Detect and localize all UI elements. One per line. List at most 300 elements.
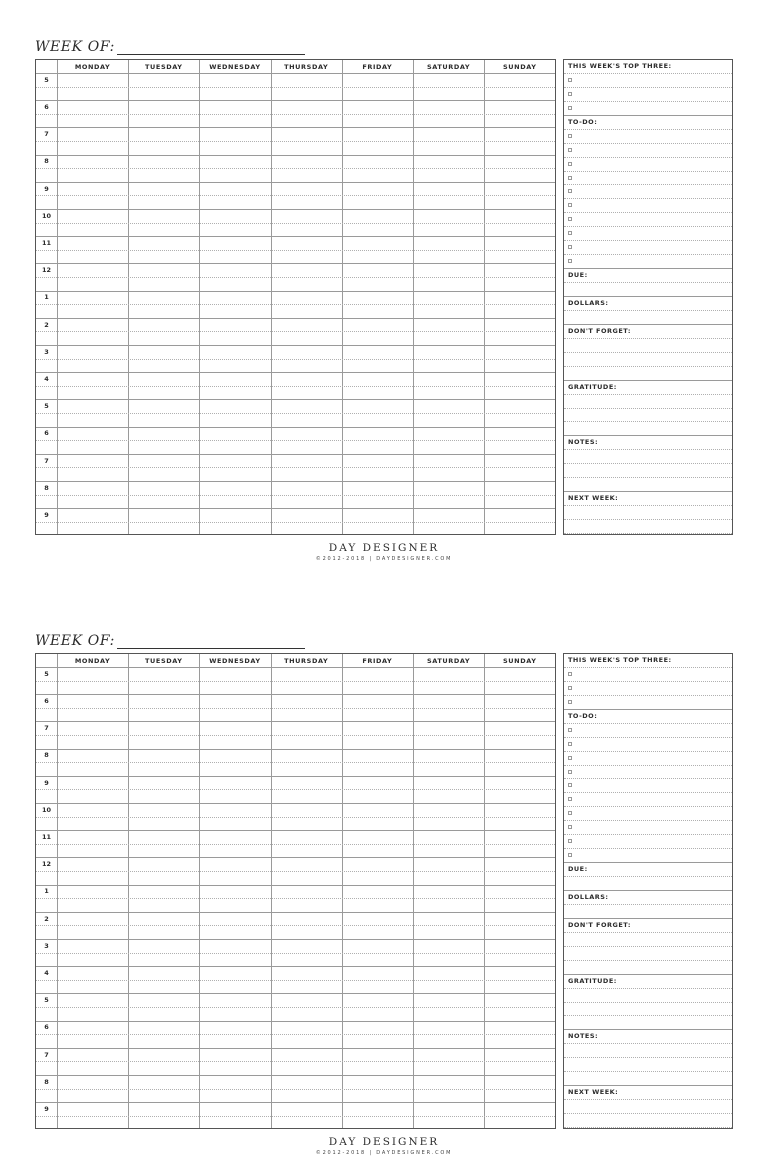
time-slot-sunday[interactable]	[484, 694, 555, 721]
time-slot-sunday[interactable]	[484, 73, 555, 100]
time-slot-sunday[interactable]	[484, 939, 555, 966]
time-slot-friday[interactable]	[342, 427, 413, 454]
sidebar-line[interactable]	[564, 213, 732, 227]
checkbox-icon[interactable]	[568, 797, 572, 801]
time-slot-friday[interactable]	[342, 182, 413, 209]
time-slot-saturday[interactable]	[413, 694, 484, 721]
time-slot-monday[interactable]	[57, 803, 128, 830]
sidebar-line[interactable]	[564, 199, 732, 213]
time-slot-friday[interactable]	[342, 776, 413, 803]
time-slot-friday[interactable]	[342, 966, 413, 993]
time-slot-tuesday[interactable]	[128, 182, 199, 209]
time-slot-friday[interactable]	[342, 803, 413, 830]
time-slot-sunday[interactable]	[484, 749, 555, 776]
time-slot-wednesday[interactable]	[199, 291, 270, 318]
time-slot-tuesday[interactable]	[128, 454, 199, 481]
time-slot-saturday[interactable]	[413, 427, 484, 454]
time-slot-monday[interactable]	[57, 830, 128, 857]
time-slot-thursday[interactable]	[271, 454, 342, 481]
sidebar-line[interactable]	[564, 478, 732, 492]
checkbox-icon[interactable]	[568, 217, 572, 221]
time-slot-thursday[interactable]	[271, 857, 342, 884]
time-slot-sunday[interactable]	[484, 830, 555, 857]
time-slot-tuesday[interactable]	[128, 1102, 199, 1129]
checkbox-icon[interactable]	[568, 92, 572, 96]
time-slot-monday[interactable]	[57, 372, 128, 399]
time-slot-friday[interactable]	[342, 1102, 413, 1129]
time-slot-friday[interactable]	[342, 1075, 413, 1102]
time-slot-thursday[interactable]	[271, 399, 342, 426]
time-slot-sunday[interactable]	[484, 721, 555, 748]
time-slot-saturday[interactable]	[413, 993, 484, 1020]
time-slot-saturday[interactable]	[413, 1048, 484, 1075]
time-slot-wednesday[interactable]	[199, 481, 270, 508]
time-slot-thursday[interactable]	[271, 1021, 342, 1048]
time-slot-wednesday[interactable]	[199, 803, 270, 830]
time-slot-wednesday[interactable]	[199, 857, 270, 884]
sidebar-line[interactable]	[564, 1114, 732, 1128]
time-slot-thursday[interactable]	[271, 127, 342, 154]
time-slot-sunday[interactable]	[484, 1021, 555, 1048]
time-slot-saturday[interactable]	[413, 345, 484, 372]
checkbox-icon[interactable]	[568, 756, 572, 760]
time-slot-wednesday[interactable]	[199, 694, 270, 721]
time-slot-tuesday[interactable]	[128, 993, 199, 1020]
time-slot-tuesday[interactable]	[128, 721, 199, 748]
time-slot-monday[interactable]	[57, 508, 128, 535]
time-slot-wednesday[interactable]	[199, 399, 270, 426]
time-slot-thursday[interactable]	[271, 345, 342, 372]
time-slot-wednesday[interactable]	[199, 1075, 270, 1102]
checkbox-icon[interactable]	[568, 78, 572, 82]
sidebar-line[interactable]	[564, 933, 732, 947]
time-slot-thursday[interactable]	[271, 667, 342, 694]
sidebar-line[interactable]	[564, 793, 732, 807]
sidebar-line[interactable]	[564, 241, 732, 255]
time-slot-friday[interactable]	[342, 939, 413, 966]
time-slot-tuesday[interactable]	[128, 776, 199, 803]
checkbox-icon[interactable]	[568, 106, 572, 110]
sidebar-line[interactable]	[564, 724, 732, 738]
time-slot-tuesday[interactable]	[128, 939, 199, 966]
time-slot-tuesday[interactable]	[128, 100, 199, 127]
time-slot-thursday[interactable]	[271, 721, 342, 748]
time-slot-thursday[interactable]	[271, 1075, 342, 1102]
time-slot-friday[interactable]	[342, 912, 413, 939]
time-slot-monday[interactable]	[57, 454, 128, 481]
time-slot-monday[interactable]	[57, 1048, 128, 1075]
time-slot-sunday[interactable]	[484, 291, 555, 318]
sidebar-line[interactable]	[564, 1072, 732, 1086]
time-slot-wednesday[interactable]	[199, 209, 270, 236]
time-slot-sunday[interactable]	[484, 100, 555, 127]
time-slot-thursday[interactable]	[271, 803, 342, 830]
time-slot-monday[interactable]	[57, 721, 128, 748]
time-slot-thursday[interactable]	[271, 182, 342, 209]
time-slot-saturday[interactable]	[413, 721, 484, 748]
time-slot-friday[interactable]	[342, 667, 413, 694]
time-slot-thursday[interactable]	[271, 776, 342, 803]
sidebar-line[interactable]	[564, 450, 732, 464]
time-slot-tuesday[interactable]	[128, 209, 199, 236]
time-slot-thursday[interactable]	[271, 236, 342, 263]
time-slot-monday[interactable]	[57, 236, 128, 263]
time-slot-tuesday[interactable]	[128, 345, 199, 372]
sidebar-line[interactable]	[564, 464, 732, 478]
time-slot-saturday[interactable]	[413, 939, 484, 966]
week-of-input-line[interactable]	[117, 636, 305, 649]
time-slot-friday[interactable]	[342, 454, 413, 481]
time-slot-thursday[interactable]	[271, 939, 342, 966]
time-slot-wednesday[interactable]	[199, 667, 270, 694]
sidebar-line[interactable]	[564, 682, 732, 696]
checkbox-icon[interactable]	[568, 811, 572, 815]
time-slot-friday[interactable]	[342, 830, 413, 857]
time-slot-friday[interactable]	[342, 1048, 413, 1075]
time-slot-tuesday[interactable]	[128, 912, 199, 939]
time-slot-thursday[interactable]	[271, 481, 342, 508]
time-slot-wednesday[interactable]	[199, 885, 270, 912]
time-slot-saturday[interactable]	[413, 803, 484, 830]
time-slot-thursday[interactable]	[271, 372, 342, 399]
time-slot-wednesday[interactable]	[199, 427, 270, 454]
time-slot-wednesday[interactable]	[199, 508, 270, 535]
time-slot-sunday[interactable]	[484, 427, 555, 454]
sidebar-line[interactable]	[564, 130, 732, 144]
time-slot-tuesday[interactable]	[128, 263, 199, 290]
time-slot-saturday[interactable]	[413, 127, 484, 154]
sidebar-line[interactable]	[564, 947, 732, 961]
time-slot-monday[interactable]	[57, 399, 128, 426]
time-slot-wednesday[interactable]	[199, 830, 270, 857]
time-slot-saturday[interactable]	[413, 1102, 484, 1129]
sidebar-line[interactable]	[564, 835, 732, 849]
time-slot-sunday[interactable]	[484, 857, 555, 884]
time-slot-wednesday[interactable]	[199, 776, 270, 803]
time-slot-friday[interactable]	[342, 372, 413, 399]
time-slot-thursday[interactable]	[271, 508, 342, 535]
checkbox-icon[interactable]	[568, 148, 572, 152]
time-slot-thursday[interactable]	[271, 1048, 342, 1075]
checkbox-icon[interactable]	[568, 231, 572, 235]
time-slot-friday[interactable]	[342, 345, 413, 372]
time-slot-thursday[interactable]	[271, 100, 342, 127]
time-slot-monday[interactable]	[57, 1102, 128, 1129]
time-slot-saturday[interactable]	[413, 399, 484, 426]
time-slot-saturday[interactable]	[413, 155, 484, 182]
sidebar-line[interactable]	[564, 311, 732, 325]
time-slot-tuesday[interactable]	[128, 857, 199, 884]
time-slot-friday[interactable]	[342, 885, 413, 912]
sidebar-line[interactable]	[564, 877, 732, 891]
time-slot-sunday[interactable]	[484, 667, 555, 694]
time-slot-wednesday[interactable]	[199, 1102, 270, 1129]
sidebar-line[interactable]	[564, 158, 732, 172]
time-slot-sunday[interactable]	[484, 966, 555, 993]
sidebar-line[interactable]	[564, 144, 732, 158]
time-slot-wednesday[interactable]	[199, 345, 270, 372]
time-slot-monday[interactable]	[57, 155, 128, 182]
time-slot-sunday[interactable]	[484, 372, 555, 399]
time-slot-tuesday[interactable]	[128, 885, 199, 912]
checkbox-icon[interactable]	[568, 162, 572, 166]
time-slot-friday[interactable]	[342, 209, 413, 236]
time-slot-tuesday[interactable]	[128, 427, 199, 454]
checkbox-icon[interactable]	[568, 672, 572, 676]
time-slot-tuesday[interactable]	[128, 1021, 199, 1048]
time-slot-wednesday[interactable]	[199, 372, 270, 399]
sidebar-line[interactable]	[564, 905, 732, 919]
time-slot-monday[interactable]	[57, 345, 128, 372]
time-slot-sunday[interactable]	[484, 1075, 555, 1102]
time-slot-tuesday[interactable]	[128, 73, 199, 100]
time-slot-tuesday[interactable]	[128, 803, 199, 830]
sidebar-line[interactable]	[564, 409, 732, 423]
sidebar-line[interactable]	[564, 1003, 732, 1017]
time-slot-tuesday[interactable]	[128, 291, 199, 318]
time-slot-monday[interactable]	[57, 100, 128, 127]
sidebar-line[interactable]	[564, 807, 732, 821]
time-slot-monday[interactable]	[57, 939, 128, 966]
time-slot-sunday[interactable]	[484, 454, 555, 481]
time-slot-wednesday[interactable]	[199, 73, 270, 100]
checkbox-icon[interactable]	[568, 134, 572, 138]
time-slot-thursday[interactable]	[271, 830, 342, 857]
time-slot-monday[interactable]	[57, 318, 128, 345]
time-slot-monday[interactable]	[57, 1021, 128, 1048]
time-slot-monday[interactable]	[57, 993, 128, 1020]
time-slot-tuesday[interactable]	[128, 155, 199, 182]
time-slot-saturday[interactable]	[413, 857, 484, 884]
time-slot-sunday[interactable]	[484, 993, 555, 1020]
sidebar-line[interactable]	[564, 102, 732, 116]
time-slot-tuesday[interactable]	[128, 127, 199, 154]
time-slot-thursday[interactable]	[271, 318, 342, 345]
time-slot-tuesday[interactable]	[128, 508, 199, 535]
time-slot-saturday[interactable]	[413, 318, 484, 345]
time-slot-saturday[interactable]	[413, 100, 484, 127]
checkbox-icon[interactable]	[568, 686, 572, 690]
time-slot-wednesday[interactable]	[199, 721, 270, 748]
time-slot-sunday[interactable]	[484, 885, 555, 912]
time-slot-saturday[interactable]	[413, 481, 484, 508]
sidebar-line[interactable]	[564, 1016, 732, 1030]
time-slot-saturday[interactable]	[413, 372, 484, 399]
time-slot-sunday[interactable]	[484, 318, 555, 345]
time-slot-friday[interactable]	[342, 399, 413, 426]
time-slot-monday[interactable]	[57, 127, 128, 154]
time-slot-saturday[interactable]	[413, 830, 484, 857]
sidebar-line[interactable]	[564, 74, 732, 88]
time-slot-tuesday[interactable]	[128, 667, 199, 694]
time-slot-thursday[interactable]	[271, 427, 342, 454]
checkbox-icon[interactable]	[568, 853, 572, 857]
checkbox-icon[interactable]	[568, 189, 572, 193]
time-slot-thursday[interactable]	[271, 73, 342, 100]
sidebar-line[interactable]	[564, 367, 732, 381]
time-slot-friday[interactable]	[342, 155, 413, 182]
sidebar-line[interactable]	[564, 283, 732, 297]
time-slot-sunday[interactable]	[484, 1048, 555, 1075]
time-slot-thursday[interactable]	[271, 885, 342, 912]
time-slot-thursday[interactable]	[271, 694, 342, 721]
time-slot-wednesday[interactable]	[199, 318, 270, 345]
checkbox-icon[interactable]	[568, 825, 572, 829]
sidebar-line[interactable]	[564, 255, 732, 269]
time-slot-saturday[interactable]	[413, 776, 484, 803]
time-slot-saturday[interactable]	[413, 454, 484, 481]
time-slot-sunday[interactable]	[484, 263, 555, 290]
time-slot-sunday[interactable]	[484, 182, 555, 209]
time-slot-saturday[interactable]	[413, 667, 484, 694]
time-slot-tuesday[interactable]	[128, 830, 199, 857]
checkbox-icon[interactable]	[568, 259, 572, 263]
time-slot-thursday[interactable]	[271, 291, 342, 318]
sidebar-line[interactable]	[564, 1058, 732, 1072]
time-slot-thursday[interactable]	[271, 1102, 342, 1129]
time-slot-tuesday[interactable]	[128, 399, 199, 426]
time-slot-friday[interactable]	[342, 318, 413, 345]
time-slot-monday[interactable]	[57, 966, 128, 993]
sidebar-line[interactable]	[564, 520, 732, 534]
time-slot-monday[interactable]	[57, 776, 128, 803]
time-slot-wednesday[interactable]	[199, 966, 270, 993]
time-slot-friday[interactable]	[342, 263, 413, 290]
sidebar-line[interactable]	[564, 696, 732, 710]
time-slot-friday[interactable]	[342, 721, 413, 748]
checkbox-icon[interactable]	[568, 839, 572, 843]
time-slot-wednesday[interactable]	[199, 939, 270, 966]
checkbox-icon[interactable]	[568, 700, 572, 704]
sidebar-line[interactable]	[564, 752, 732, 766]
time-slot-saturday[interactable]	[413, 182, 484, 209]
time-slot-wednesday[interactable]	[199, 1048, 270, 1075]
sidebar-line[interactable]	[564, 766, 732, 780]
time-slot-wednesday[interactable]	[199, 912, 270, 939]
sidebar-line[interactable]	[564, 88, 732, 102]
time-slot-tuesday[interactable]	[128, 694, 199, 721]
time-slot-monday[interactable]	[57, 857, 128, 884]
time-slot-saturday[interactable]	[413, 263, 484, 290]
time-slot-wednesday[interactable]	[199, 155, 270, 182]
time-slot-friday[interactable]	[342, 73, 413, 100]
time-slot-saturday[interactable]	[413, 1075, 484, 1102]
sidebar-line[interactable]	[564, 227, 732, 241]
time-slot-sunday[interactable]	[484, 508, 555, 535]
time-slot-sunday[interactable]	[484, 127, 555, 154]
time-slot-sunday[interactable]	[484, 399, 555, 426]
time-slot-sunday[interactable]	[484, 209, 555, 236]
sidebar-line[interactable]	[564, 339, 732, 353]
time-slot-saturday[interactable]	[413, 912, 484, 939]
time-slot-wednesday[interactable]	[199, 236, 270, 263]
time-slot-tuesday[interactable]	[128, 1075, 199, 1102]
time-slot-sunday[interactable]	[484, 236, 555, 263]
sidebar-line[interactable]	[564, 185, 732, 199]
time-slot-monday[interactable]	[57, 694, 128, 721]
sidebar-line[interactable]	[564, 849, 732, 863]
time-slot-tuesday[interactable]	[128, 236, 199, 263]
checkbox-icon[interactable]	[568, 742, 572, 746]
time-slot-monday[interactable]	[57, 1075, 128, 1102]
time-slot-sunday[interactable]	[484, 803, 555, 830]
time-slot-tuesday[interactable]	[128, 1048, 199, 1075]
time-slot-thursday[interactable]	[271, 155, 342, 182]
time-slot-sunday[interactable]	[484, 345, 555, 372]
sidebar-line[interactable]	[564, 961, 732, 975]
time-slot-friday[interactable]	[342, 857, 413, 884]
time-slot-wednesday[interactable]	[199, 993, 270, 1020]
time-slot-wednesday[interactable]	[199, 454, 270, 481]
time-slot-saturday[interactable]	[413, 73, 484, 100]
checkbox-icon[interactable]	[568, 770, 572, 774]
time-slot-sunday[interactable]	[484, 776, 555, 803]
sidebar-line[interactable]	[564, 1044, 732, 1058]
time-slot-monday[interactable]	[57, 427, 128, 454]
time-slot-friday[interactable]	[342, 993, 413, 1020]
time-slot-friday[interactable]	[342, 749, 413, 776]
time-slot-thursday[interactable]	[271, 263, 342, 290]
time-slot-sunday[interactable]	[484, 155, 555, 182]
time-slot-thursday[interactable]	[271, 749, 342, 776]
checkbox-icon[interactable]	[568, 728, 572, 732]
time-slot-sunday[interactable]	[484, 481, 555, 508]
sidebar-line[interactable]	[564, 172, 732, 186]
sidebar-line[interactable]	[564, 668, 732, 682]
time-slot-friday[interactable]	[342, 127, 413, 154]
sidebar-line[interactable]	[564, 779, 732, 793]
time-slot-monday[interactable]	[57, 749, 128, 776]
time-slot-thursday[interactable]	[271, 993, 342, 1020]
time-slot-monday[interactable]	[57, 73, 128, 100]
time-slot-monday[interactable]	[57, 885, 128, 912]
sidebar-line[interactable]	[564, 353, 732, 367]
time-slot-tuesday[interactable]	[128, 481, 199, 508]
time-slot-thursday[interactable]	[271, 209, 342, 236]
time-slot-monday[interactable]	[57, 912, 128, 939]
time-slot-monday[interactable]	[57, 291, 128, 318]
time-slot-wednesday[interactable]	[199, 749, 270, 776]
time-slot-friday[interactable]	[342, 508, 413, 535]
time-slot-friday[interactable]	[342, 100, 413, 127]
time-slot-friday[interactable]	[342, 236, 413, 263]
time-slot-saturday[interactable]	[413, 209, 484, 236]
time-slot-friday[interactable]	[342, 291, 413, 318]
time-slot-saturday[interactable]	[413, 291, 484, 318]
time-slot-tuesday[interactable]	[128, 372, 199, 399]
time-slot-wednesday[interactable]	[199, 1021, 270, 1048]
time-slot-tuesday[interactable]	[128, 966, 199, 993]
checkbox-icon[interactable]	[568, 203, 572, 207]
sidebar-line[interactable]	[564, 989, 732, 1003]
sidebar-line[interactable]	[564, 422, 732, 436]
time-slot-monday[interactable]	[57, 182, 128, 209]
checkbox-icon[interactable]	[568, 783, 572, 787]
sidebar-line[interactable]	[564, 738, 732, 752]
time-slot-wednesday[interactable]	[199, 182, 270, 209]
time-slot-saturday[interactable]	[413, 749, 484, 776]
time-slot-friday[interactable]	[342, 481, 413, 508]
sidebar-line[interactable]	[564, 395, 732, 409]
time-slot-tuesday[interactable]	[128, 318, 199, 345]
time-slot-saturday[interactable]	[413, 236, 484, 263]
sidebar-line[interactable]	[564, 1100, 732, 1114]
time-slot-monday[interactable]	[57, 667, 128, 694]
sidebar-line[interactable]	[564, 821, 732, 835]
time-slot-friday[interactable]	[342, 694, 413, 721]
time-slot-monday[interactable]	[57, 209, 128, 236]
week-of-input-line[interactable]	[117, 42, 305, 55]
